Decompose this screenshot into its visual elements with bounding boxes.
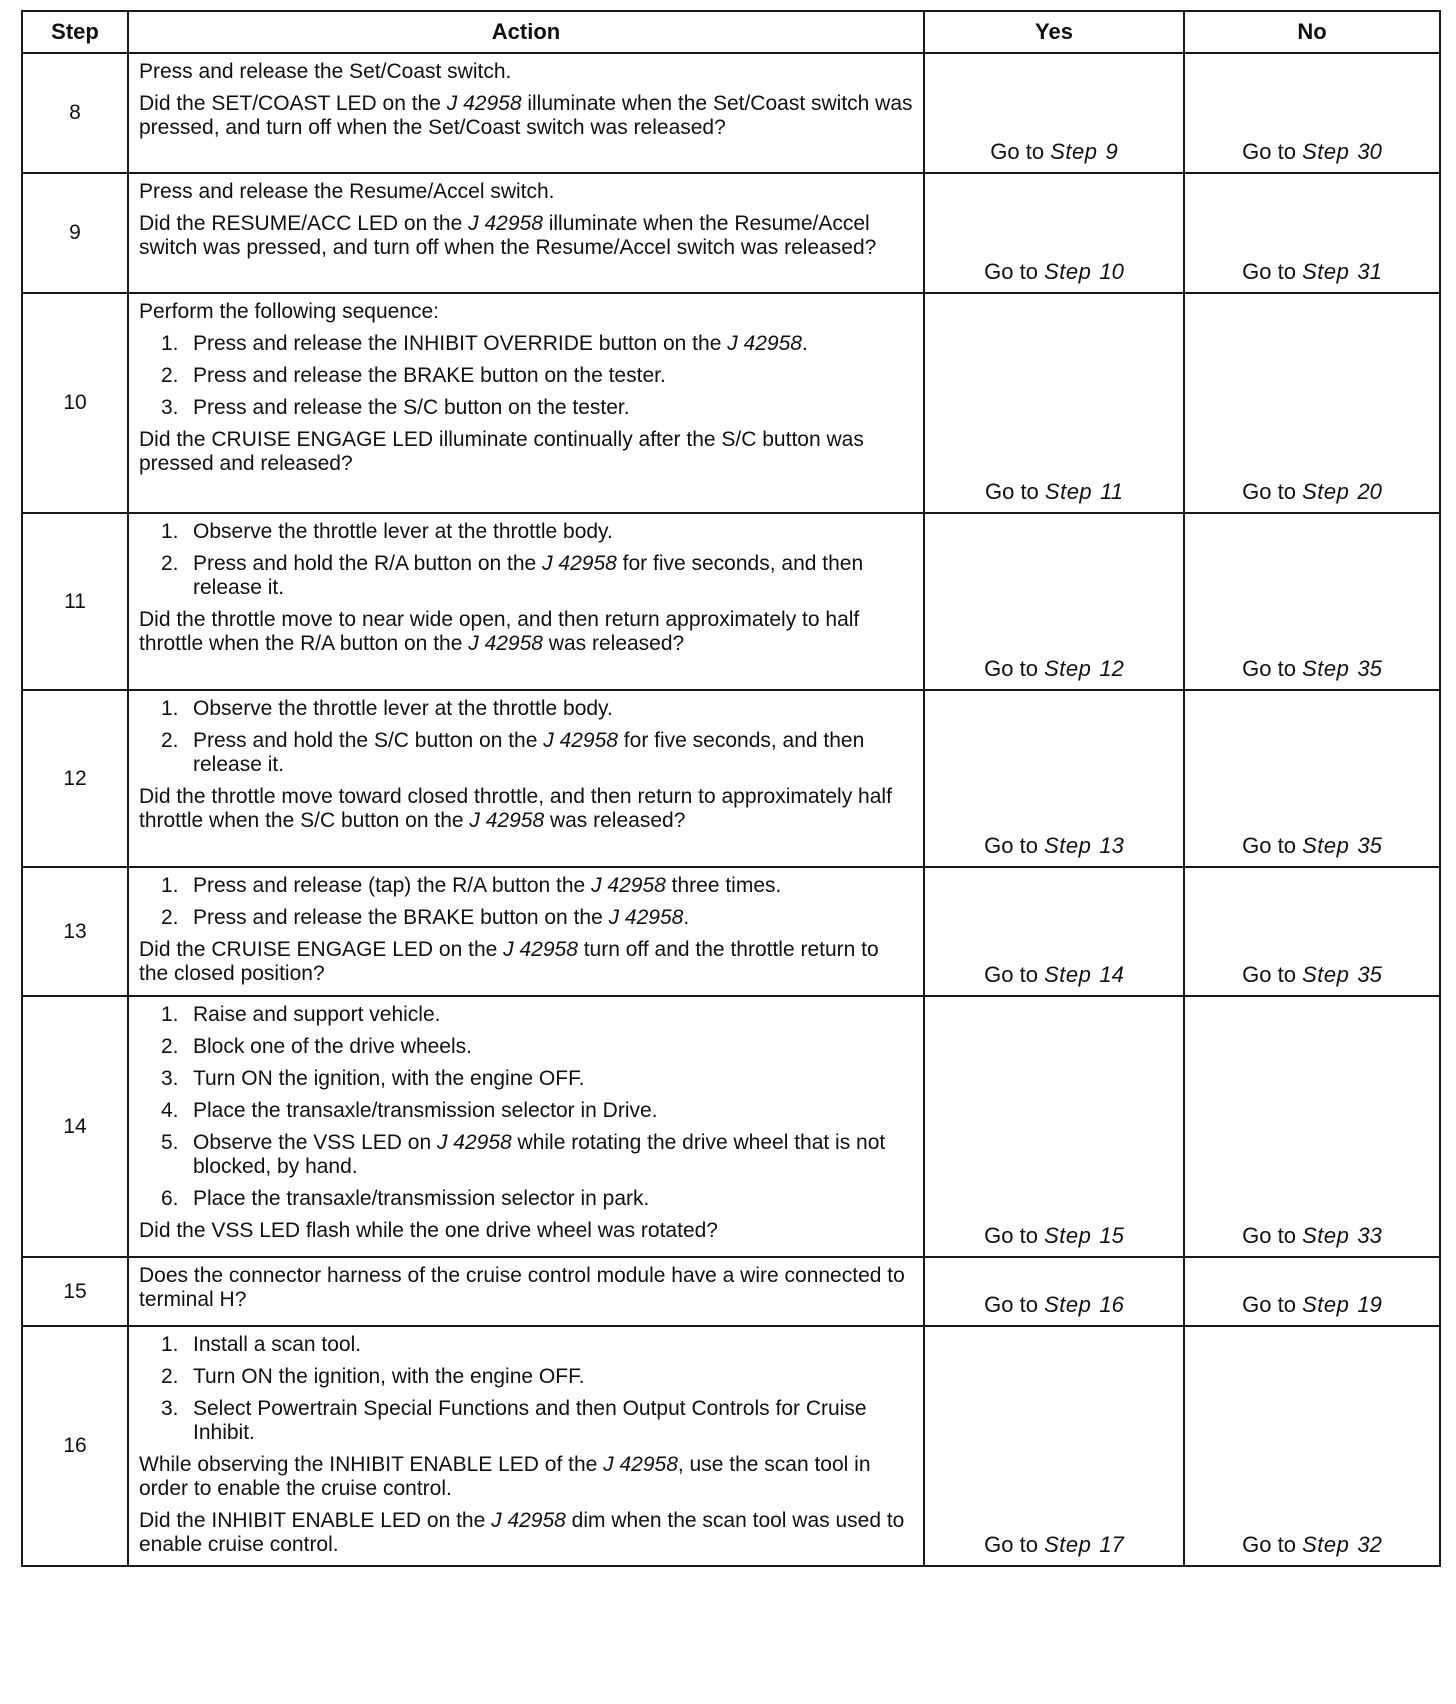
yes-cell xyxy=(924,173,1184,293)
goto-step-word: Step xyxy=(1044,833,1092,858)
list-item-number: 3. xyxy=(161,1397,179,1420)
action-list-item xyxy=(139,1131,913,1179)
list-item-text: Place the transaxle/transmission selector in Drive. xyxy=(193,1099,658,1122)
list-item-text: Turn ON the ignition, with the engine OFF. xyxy=(193,1365,585,1388)
goto-step-word: Step xyxy=(1050,139,1098,164)
yes-cell xyxy=(924,867,1184,996)
action-list xyxy=(139,1333,913,1445)
yes-goto: Go to Step 17 xyxy=(984,1532,1124,1557)
table-row xyxy=(22,1326,1440,1566)
list-item-text: Press and release (tap) the R/A button the J 42958 three times. xyxy=(193,874,782,897)
goto-step-word: Step xyxy=(1302,259,1350,284)
action-list-item xyxy=(139,697,913,721)
action-list-item xyxy=(139,874,913,898)
goto-step-number: 20 xyxy=(1357,479,1382,504)
goto-step-word: Step xyxy=(1302,1223,1350,1248)
action-cell xyxy=(128,996,924,1257)
action-paragraph: Press and release the Set/Coast switch. xyxy=(139,60,512,83)
no-cell xyxy=(1184,1257,1440,1326)
no-goto: Go to Step 31 xyxy=(1242,259,1382,284)
action-paragraph: Did the VSS LED flash while the one drive wheel was rotated? xyxy=(139,1219,718,1242)
list-item-text: Press and release the S/C button on the tester. xyxy=(193,396,630,419)
goto-step-word: Step xyxy=(1302,479,1350,504)
action-list-item xyxy=(139,1003,913,1027)
tool-reference: J 42958 xyxy=(608,906,684,929)
action-list-item xyxy=(139,396,913,420)
action-paragraph: Press and release the Resume/Accel switch. xyxy=(139,180,555,203)
no-goto: Go to Step 35 xyxy=(1242,962,1382,987)
table-body xyxy=(22,53,1440,1566)
table-row xyxy=(22,867,1440,996)
header-action: Action xyxy=(128,11,924,53)
list-item-number: 1. xyxy=(161,1333,179,1356)
action-list xyxy=(139,332,913,420)
no-goto: Go to Step 20 xyxy=(1242,479,1382,504)
goto-step-number: 16 xyxy=(1099,1292,1124,1317)
no-cell xyxy=(1184,173,1440,293)
step-number: 12 xyxy=(22,690,128,867)
list-item-text: Turn ON the ignition, with the engine OFF. xyxy=(193,1067,585,1090)
goto-step-word: Step xyxy=(1302,962,1350,987)
action-list-item xyxy=(139,1099,913,1123)
action-cell xyxy=(128,293,924,513)
list-item-text: Observe the throttle lever at the throttle body. xyxy=(193,697,613,720)
tool-reference: J 42958 xyxy=(468,212,543,235)
goto-step-number: 17 xyxy=(1099,1532,1124,1557)
action-cell xyxy=(128,1326,924,1566)
no-cell xyxy=(1184,53,1440,173)
goto-step-number: 15 xyxy=(1099,1223,1124,1248)
tool-reference: J 42958 xyxy=(591,874,666,897)
goto-step-number: 32 xyxy=(1357,1532,1382,1557)
no-goto: Go to Step 30 xyxy=(1242,139,1382,164)
table-row xyxy=(22,173,1440,293)
tool-reference: J 42958 xyxy=(727,332,802,355)
goto-step-number: 33 xyxy=(1357,1223,1382,1248)
yes-goto: Go to Step 11 xyxy=(984,479,1124,504)
action-list-item xyxy=(139,1187,913,1211)
tool-reference: J 42958 xyxy=(503,938,578,961)
yes-goto: Go to Step 13 xyxy=(984,833,1124,858)
tool-reference: J 42958 xyxy=(603,1453,678,1476)
diagnostic-table xyxy=(21,10,1441,1567)
yes-goto: Go to Step 12 xyxy=(984,656,1124,681)
action-cell xyxy=(128,867,924,996)
action-list-item xyxy=(139,906,913,930)
action-list-item xyxy=(139,364,913,388)
header-step: Step xyxy=(22,11,128,53)
table-row xyxy=(22,513,1440,690)
list-item-text: Block one of the drive wheels. xyxy=(193,1035,472,1058)
action-list-item xyxy=(139,520,913,544)
action-list-item xyxy=(139,332,913,356)
no-goto: Go to Step 32 xyxy=(1242,1532,1382,1557)
list-item-number: 1. xyxy=(161,697,179,720)
list-item-text: Press and release the INHIBIT OVERRIDE button on the J 42958. xyxy=(193,332,808,355)
step-number: 15 xyxy=(22,1257,128,1326)
goto-step-number: 19 xyxy=(1357,1292,1382,1317)
no-cell xyxy=(1184,996,1440,1257)
table-header-row xyxy=(22,11,1440,53)
yes-goto: Go to Step 14 xyxy=(984,962,1124,987)
yes-cell xyxy=(924,1257,1184,1326)
goto-step-number: 35 xyxy=(1357,656,1382,681)
yes-goto: Go to Step 10 xyxy=(984,259,1124,284)
goto-step-word: Step xyxy=(1302,1532,1350,1557)
tool-reference: J 42958 xyxy=(542,552,617,575)
table-row xyxy=(22,1257,1440,1326)
tool-reference: J 42958 xyxy=(543,729,618,752)
table-row xyxy=(22,53,1440,173)
header-no: No xyxy=(1184,11,1440,53)
goto-step-word: Step xyxy=(1302,1292,1350,1317)
goto-step-number: 10 xyxy=(1099,259,1124,284)
goto-step-word: Step xyxy=(1044,1292,1092,1317)
goto-step-word: Step xyxy=(1302,139,1350,164)
no-cell xyxy=(1184,293,1440,513)
goto-step-number: 35 xyxy=(1357,833,1382,858)
yes-cell xyxy=(924,1326,1184,1566)
header-yes: Yes xyxy=(924,11,1184,53)
list-item-number: 3. xyxy=(161,1067,179,1090)
list-item-number: 4. xyxy=(161,1099,179,1122)
list-item-number: 2. xyxy=(161,1365,179,1388)
action-list-item xyxy=(139,1365,913,1389)
list-item-number: 2. xyxy=(161,1035,179,1058)
list-item-number: 5. xyxy=(161,1131,179,1154)
list-item-text: Press and release the BRAKE button on the tester. xyxy=(193,364,666,387)
action-paragraph: Does the connector harness of the cruise control module have a wire connected to terminal H? xyxy=(139,1264,905,1311)
action-paragraph: Perform the following sequence: xyxy=(139,300,439,323)
goto-step-word: Step xyxy=(1044,1532,1092,1557)
step-number: 16 xyxy=(22,1326,128,1566)
goto-step-word: Step xyxy=(1302,656,1350,681)
action-list-item xyxy=(139,1035,913,1059)
list-item-number: 2. xyxy=(161,364,179,387)
yes-cell xyxy=(924,996,1184,1257)
goto-step-number: 12 xyxy=(1099,656,1124,681)
list-item-text: Observe the throttle lever at the throttle body. xyxy=(193,520,613,543)
action-list-item xyxy=(139,1397,913,1445)
action-paragraph: Did the CRUISE ENGAGE LED illuminate continually after the S/C button was pressed and released? xyxy=(139,428,864,475)
yes-goto: Go to Step 9 xyxy=(990,139,1118,164)
no-cell xyxy=(1184,867,1440,996)
list-item-number: 1. xyxy=(161,332,179,355)
yes-cell xyxy=(924,690,1184,867)
goto-step-number: 9 xyxy=(1105,139,1118,164)
step-number: 8 xyxy=(22,53,128,173)
action-cell xyxy=(128,1257,924,1326)
goto-step-number: 14 xyxy=(1099,962,1124,987)
no-cell xyxy=(1184,1326,1440,1566)
action-paragraph: Did the RESUME/ACC LED on the J 42958 illuminate when the Resume/Accel switch was pressed, and turn off when the Resume/Accel switch was released? xyxy=(139,212,877,259)
list-item-text: Raise and support vehicle. xyxy=(193,1003,441,1026)
list-item-number: 2. xyxy=(161,552,179,575)
action-list xyxy=(139,874,913,930)
list-item-number: 1. xyxy=(161,874,179,897)
step-number: 11 xyxy=(22,513,128,690)
list-item-text: Select Powertrain Special Functions and then Output Controls for Cruise Inhibit. xyxy=(193,1397,867,1444)
list-item-text: Press and hold the R/A button on the J 42958 for five seconds, and then release it. xyxy=(193,552,864,599)
action-list-item xyxy=(139,729,913,777)
table-row xyxy=(22,690,1440,867)
goto-step-word: Step xyxy=(1302,833,1350,858)
tool-reference: J 42958 xyxy=(491,1509,566,1532)
action-list xyxy=(139,520,913,600)
step-number: 9 xyxy=(22,173,128,293)
list-item-number: 2. xyxy=(161,729,179,752)
action-list xyxy=(139,1003,913,1211)
list-item-number: 1. xyxy=(161,520,179,543)
list-item-text: Observe the VSS LED on J 42958 while rotating the drive wheel that is not blocked, by hand. xyxy=(193,1131,886,1178)
action-list-item xyxy=(139,552,913,600)
yes-cell xyxy=(924,513,1184,690)
action-paragraph: While observing the INHIBIT ENABLE LED of the J 42958, use the scan tool in order to enable the cruise control. xyxy=(139,1453,871,1500)
list-item-number: 2. xyxy=(161,906,179,929)
tool-reference: J 42958 xyxy=(446,92,522,115)
action-cell xyxy=(128,53,924,173)
goto-step-word: Step xyxy=(1044,962,1092,987)
no-cell xyxy=(1184,690,1440,867)
step-number: 14 xyxy=(22,996,128,1257)
tool-reference: J 42958 xyxy=(469,809,545,832)
list-item-text: Place the transaxle/transmission selector in park. xyxy=(193,1187,650,1210)
action-cell xyxy=(128,513,924,690)
action-list xyxy=(139,697,913,777)
no-cell xyxy=(1184,513,1440,690)
goto-step-word: Step xyxy=(1044,479,1093,504)
table-row xyxy=(22,996,1440,1257)
no-goto: Go to Step 35 xyxy=(1242,833,1382,858)
goto-step-word: Step xyxy=(1044,1223,1092,1248)
list-item-number: 6. xyxy=(161,1187,179,1210)
no-goto: Go to Step 33 xyxy=(1242,1223,1382,1248)
action-list-item xyxy=(139,1067,913,1091)
action-cell xyxy=(128,690,924,867)
diagnostic-table-page xyxy=(21,10,1439,1567)
goto-step-word: Step xyxy=(1044,656,1092,681)
no-goto: Go to Step 35 xyxy=(1242,656,1382,681)
action-paragraph: Did the SET/COAST LED on the J 42958 illuminate when the Set/Coast switch was pressed, and turn off when the Set/Coast switch was released? xyxy=(139,92,913,139)
yes-goto: Go to Step 15 xyxy=(984,1223,1124,1248)
goto-step-number: 30 xyxy=(1357,139,1382,164)
list-item-number: 1. xyxy=(161,1003,179,1026)
yes-goto: Go to Step 16 xyxy=(984,1292,1124,1317)
tool-reference: J 42958 xyxy=(468,632,543,655)
goto-step-number: 35 xyxy=(1357,962,1382,987)
yes-cell xyxy=(924,53,1184,173)
action-cell xyxy=(128,173,924,293)
table-row xyxy=(22,293,1440,513)
list-item-number: 3. xyxy=(161,396,179,419)
no-goto: Go to Step 19 xyxy=(1242,1292,1382,1317)
list-item-text: Install a scan tool. xyxy=(193,1333,362,1356)
list-item-text: Press and release the BRAKE button on the J 42958. xyxy=(193,906,690,929)
yes-cell xyxy=(924,293,1184,513)
step-number: 10 xyxy=(22,293,128,513)
goto-step-word: Step xyxy=(1044,259,1092,284)
action-paragraph: Did the throttle move toward closed throttle, and then return to approximately half throttle when the S/C button on the J 42958 was released? xyxy=(139,785,892,832)
step-number: 13 xyxy=(22,867,128,996)
action-list-item xyxy=(139,1333,913,1357)
action-paragraph: Did the INHIBIT ENABLE LED on the J 42958 dim when the scan tool was used to enable cruise control. xyxy=(139,1509,905,1556)
goto-step-number: 11 xyxy=(1100,479,1124,504)
tool-reference: J 42958 xyxy=(436,1131,512,1154)
list-item-text: Press and hold the S/C button on the J 42958 for five seconds, and then release it. xyxy=(193,729,865,776)
goto-step-number: 13 xyxy=(1099,833,1124,858)
action-paragraph: Did the CRUISE ENGAGE LED on the J 42958 turn off and the throttle return to the closed position? xyxy=(139,938,879,985)
goto-step-number: 31 xyxy=(1357,259,1382,284)
action-paragraph: Did the throttle move to near wide open, and then return approximately to half throttle when the R/A button on the J 42958 was released? xyxy=(139,608,860,655)
